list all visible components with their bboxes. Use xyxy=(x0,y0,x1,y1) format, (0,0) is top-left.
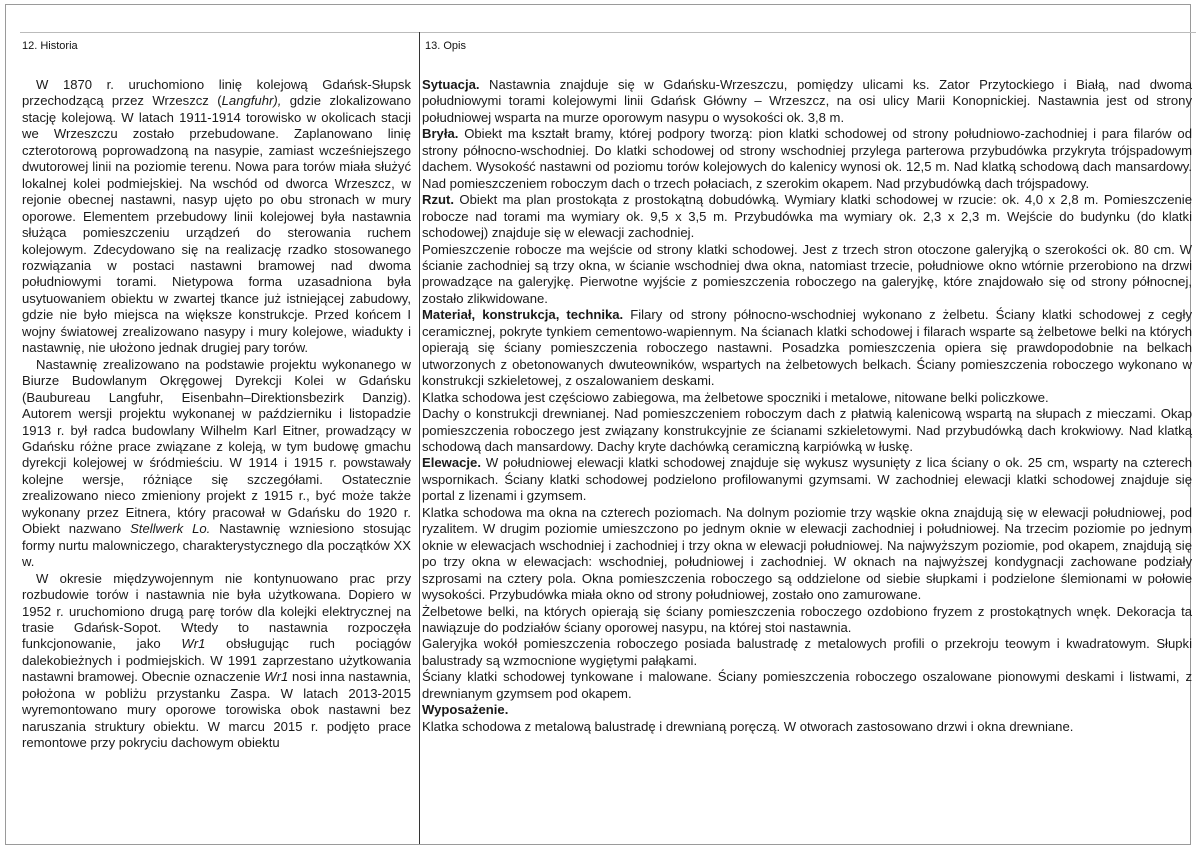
desc-paragraph xyxy=(422,636,1192,669)
italic-term: Wr1 xyxy=(264,669,289,685)
desc-paragraph-elevations xyxy=(422,455,1192,504)
text-run: gdzie zlokalizowano stację kolejową. W latach 1911-1914 torowisko w okolicach stacji we Wrzeszczu zostało przebudowane. Zaplanowano linię czterotorową poprowadzoną na nasypie, zamiast wcześniejszego dwutorowej linii na poziomie terenu. Nowa para torów miała służyć lokalnej kolei podmiejskiej. Na wschód od dworca Wrzeszcz, w rejonie obecnej nastawni, nasyp ujęto po obu stronach w mury oporowe. Elementem przebudowy linii kolejowej była nastawnia służąca pomieszczeniu urządzeń do sterowania ruchem kolejowym. Zdecydowano się na realizację rzadko stosowanego rozwiązania w postaci nastawni bramowej nad dwoma południowymi torami. Nietypowa forma uzasadniona była usytuowaniem obiektu w zwartej tkance już istniejącej zabudowy, gdzie nie było miejsca na większe konstrukcje. Przed końcem I wojny światowej zrealizowano nasypy i mury kolejowe, wiadukty i nastawnię, nie ułożono jednak drugiej pary torów. xyxy=(22,93,411,356)
section-text: Galeryjka wokół pomieszczenia roboczego posiada balustradę z metalowych profili o przekroju teowym i kwadratowym. Słupki balustrady są wzmocnione wygiętymi pałąkami. xyxy=(422,636,1192,668)
section-label: Elewacje. xyxy=(422,455,481,471)
text-run: Nastawnię wzniesiono stosując formy nurtu malowniczego, charakterystycznego dla początków XX w. xyxy=(22,521,411,570)
history-paragraph xyxy=(22,77,411,357)
description-heading: 13. Opis xyxy=(425,40,466,52)
desc-paragraph-situation xyxy=(422,77,1192,126)
section-text: Klatka schodowa z metalową balustradę i drewnianą poręczą. W otworach zastosowano drzwi i okna drewniane. xyxy=(422,718,1074,734)
section-text: Klatka schodowa jest częściowo zabiegowa, ma żelbetowe spoczniki i metalowe, nitowane belki policzkowe. xyxy=(422,389,1049,405)
text-run: obsługując ruch pociągów dalekobieżnych i podmiejskich. W 1991 zaprzestano użytkowania nastawni bramowej. Obecnie oznaczenie xyxy=(22,636,411,685)
header-rule xyxy=(20,32,1196,33)
desc-paragraph xyxy=(422,719,1192,735)
text-run: W 1870 r. uruchomiono linię kolejową Gdańsk-Słupsk przechodzącą przez Wrzeszcz ( xyxy=(22,77,411,109)
section-label: Materiał, konstrukcja, technika. xyxy=(422,307,624,323)
history-paragraph xyxy=(22,357,411,571)
section-text: W południowej elewacji klatki schodowej znajduje się wykusz wysunięty z lica ściany o ok. 25 cm, wsparty na czterech wspornikach. Ściany klatki schodowej podzielono profilowanymi gzymsami. W zachodniej elewacji klatki schodowej znajduje się portal z lizenami i gzymsem. xyxy=(422,455,1192,504)
section-text: Pomieszczenie robocze ma wejście od strony klatki schodowej. Jest z trzech stron otoczone galeryjką o szerokości ok. 80 cm. W ścianie zachodniej są trzy okna, w ścianie wschodniej dwa okna, natomiast trzecie, południowe okno wtórnie przerobiono na drzwi prowadzące na galeryjkę. Pierwotne wyjście z pomieszczenia roboczego na galeryjkę, które znajdowało się od strony północnej, zostało zlikwidowane. xyxy=(422,241,1192,306)
section-label: Sytuacja. xyxy=(422,77,480,92)
history-paragraph xyxy=(22,571,411,752)
section-text: Obiekt ma plan prostokąta z prostokątną dobudówką. Wymiary klatki schodowej w rzucie: ok. 4,0 x 2,8 m. Pomieszczenie robocze nad torami ma wymiary ok. 9,5 x 3,5 m. Przybudówka ma wymiary ok. 2,3 x 2,3 m. Wejście do budynku (do klatki schodowej) znajduje się w elewacji zachodniej. xyxy=(422,192,1192,241)
section-text: Dachy o konstrukcji drewnianej. Nad pomieszczeniem roboczym dach z płatwią kalenicową wspartą na słupach z mieczami. Okap pomieszczenia roboczego jest związany konstrukcyjnie ze ścianami szkieletowymi. Nad przybudówką dach krokwiowy. Nad klatką schodową dach mansardowy. Dachy kryte dachówką ceramiczną karpiówką w łuskę. xyxy=(422,406,1192,454)
column-divider xyxy=(419,32,420,844)
desc-paragraph xyxy=(422,669,1192,702)
italic-term: Langfuhr), xyxy=(221,93,282,109)
text-run: nosi inna nastawnia, położona w pobliżu przystanku Zaspa. W latach 2013-2015 wyremontowano mury oporowe torowiska obok nastawni bez naruszania struktury obiektu. W marcu 2015 r. podjęto prace remontowe przy pokryciu dachowym obiektu xyxy=(22,669,412,751)
desc-paragraph-plan xyxy=(422,192,1192,241)
desc-paragraph xyxy=(422,604,1192,637)
desc-paragraph-material xyxy=(422,307,1192,389)
desc-paragraph xyxy=(422,505,1192,604)
desc-paragraph-equipment xyxy=(422,702,1192,718)
section-text: Nastawnia znajduje się w Gdańsku-Wrzeszczu, pomiędzy ulicami ks. Zator Przytockiego i Białą, nad dwoma południowymi torami kolejowymi linii Gdańsk Główny – Wrzeszcz, na osi ulicy Marii Konopnickiej. Nastawnia jest od strony południowej wsparta na murze oporowym nasypu o wysokości ok. 3,8 m. xyxy=(422,77,1192,125)
section-text: Żelbetowe belki, na których opierają się ściany pomieszczenia roboczego ozdobiono fryzem z prostokątnych wnęk. Dekoracja ta nawiązuje do podziałów ściany oporowej nasypu, na której stoi nastawnia. xyxy=(422,603,1192,635)
history-heading: 12. Historia xyxy=(22,40,78,52)
text-run: Nastawnię zrealizowano na podstawie projektu wykonanego w Biurze Budowlanym Okręgowej Dyrekcji Kolei w Gdańsku (Baubureau Langfuhr, Eisenbahn–Direktionsbezirk Danzig). Autorem wersji projektu wykonanej w październiku i listopadzie 1913 r. był radca budowlany Wilhelm Karl Eitner, prowadzący w Gdańsku różne prace związane z koleją, w tym budowę gmachu dyrekcji kolejowej w śródmieściu. W 1914 i 1915 r. powstawały kolejne wersje, różniące się szczegółami. Ostatecznie zrealizowano nieco zmieniony projekt z 1915 r., być może także wykonany przez Eitnera, który pracował w Gdańsku do 1920 r. Obiekt nazwano xyxy=(22,356,411,537)
history-column xyxy=(22,77,411,752)
text-run: W okresie międzywojennym nie kontynuowano prac przy rozbudowie torów i nastawnia nie była użytkowana. Dopiero w 1952 r. uruchomiono drugą parę torów dla kolejki elektrycznej na trasie Gdańsk-Sopot. Wtedy to nastawnia rozpoczęła funkcjonowanie, jako xyxy=(22,570,411,652)
description-column xyxy=(422,77,1192,735)
desc-paragraph xyxy=(422,406,1192,455)
section-label: Wyposażenie. xyxy=(422,702,509,718)
desc-paragraph-massing xyxy=(422,126,1192,192)
italic-term: Wr1 xyxy=(181,636,206,652)
desc-paragraph xyxy=(422,390,1192,406)
section-label: Bryła. xyxy=(422,126,459,142)
desc-paragraph xyxy=(422,242,1192,308)
italic-term: Stellwerk Lo. xyxy=(130,521,211,537)
section-text: Filary od strony północno-wschodniej wykonano z żelbetu. Ściany klatki schodowej z cegły ceramicznej, pokryte tynkiem cementowo-wapiennym. Na ścianach klatki schodowej i filarach wsparte są żelbetowe belki na których opierają się ściany pomieszczenia roboczego nastawni. Posadzka pomieszczenia opiera się prawdopodobnie na belkach utworzonych z obetonowanych dwuteowników, wspartych na żelbetowych belkach. Ściany pomieszczenia roboczego wykonano w konstrukcji szkieletowej, z oszalowaniem deskami. xyxy=(422,307,1193,389)
section-text: Ściany klatki schodowej tynkowane i malowane. Ściany pomieszczenia roboczego oszalowane pionowymi deskami i listwami, z drewnianym gzymsem pod okapem. xyxy=(422,669,1192,701)
section-label: Rzut. xyxy=(422,192,454,208)
section-text: Obiekt ma kształt bramy, której podpory tworzą: pion klatki schodowej od strony południowo-zachodniej i para filarów od strony północno-wschodniej. Do klatki schodowej od strony wschodniej przylega parterowa przybudówka przykryta trójspadowym dachem. Wysokość nastawni od poziomu torów kolejowych do kalenicy wynosi ok. 12,5 m. Nad klatką schodową dach mansardowy. Nad pomieszczeniem roboczym dach o trzech połaciach, z szerokim okapem. Nad przybudówką dach trójspadowy. xyxy=(422,126,1192,191)
section-text: Klatka schodowa ma okna na czterech poziomach. Na dolnym poziomie trzy wąskie okna znajdują się w elewacji południowej, pod ryzalitem. W drugim poziomie umieszczono po jednym oknie w elewacji zachodniej i południowej. Na trzecim poziomie po jednym oknie w elewacjach wschodniej i zachodniej i trzy okna w elewacji południowej. Na najwyższym poziomie, pod okapem, znajdują się po trzy okna w elewacjach: wschodniej, południowej i zachodniej. W oknach na najwyższej kondygnacji zachowane podziały szprosami na cztery pola. Okna pomieszczenia roboczego są oddzielone od siebie słupkami i podzielone ślemionami w połowie wysokości. Przybudówka miała okno od strony południowej, zostało ono zamurowane. xyxy=(422,504,1192,603)
